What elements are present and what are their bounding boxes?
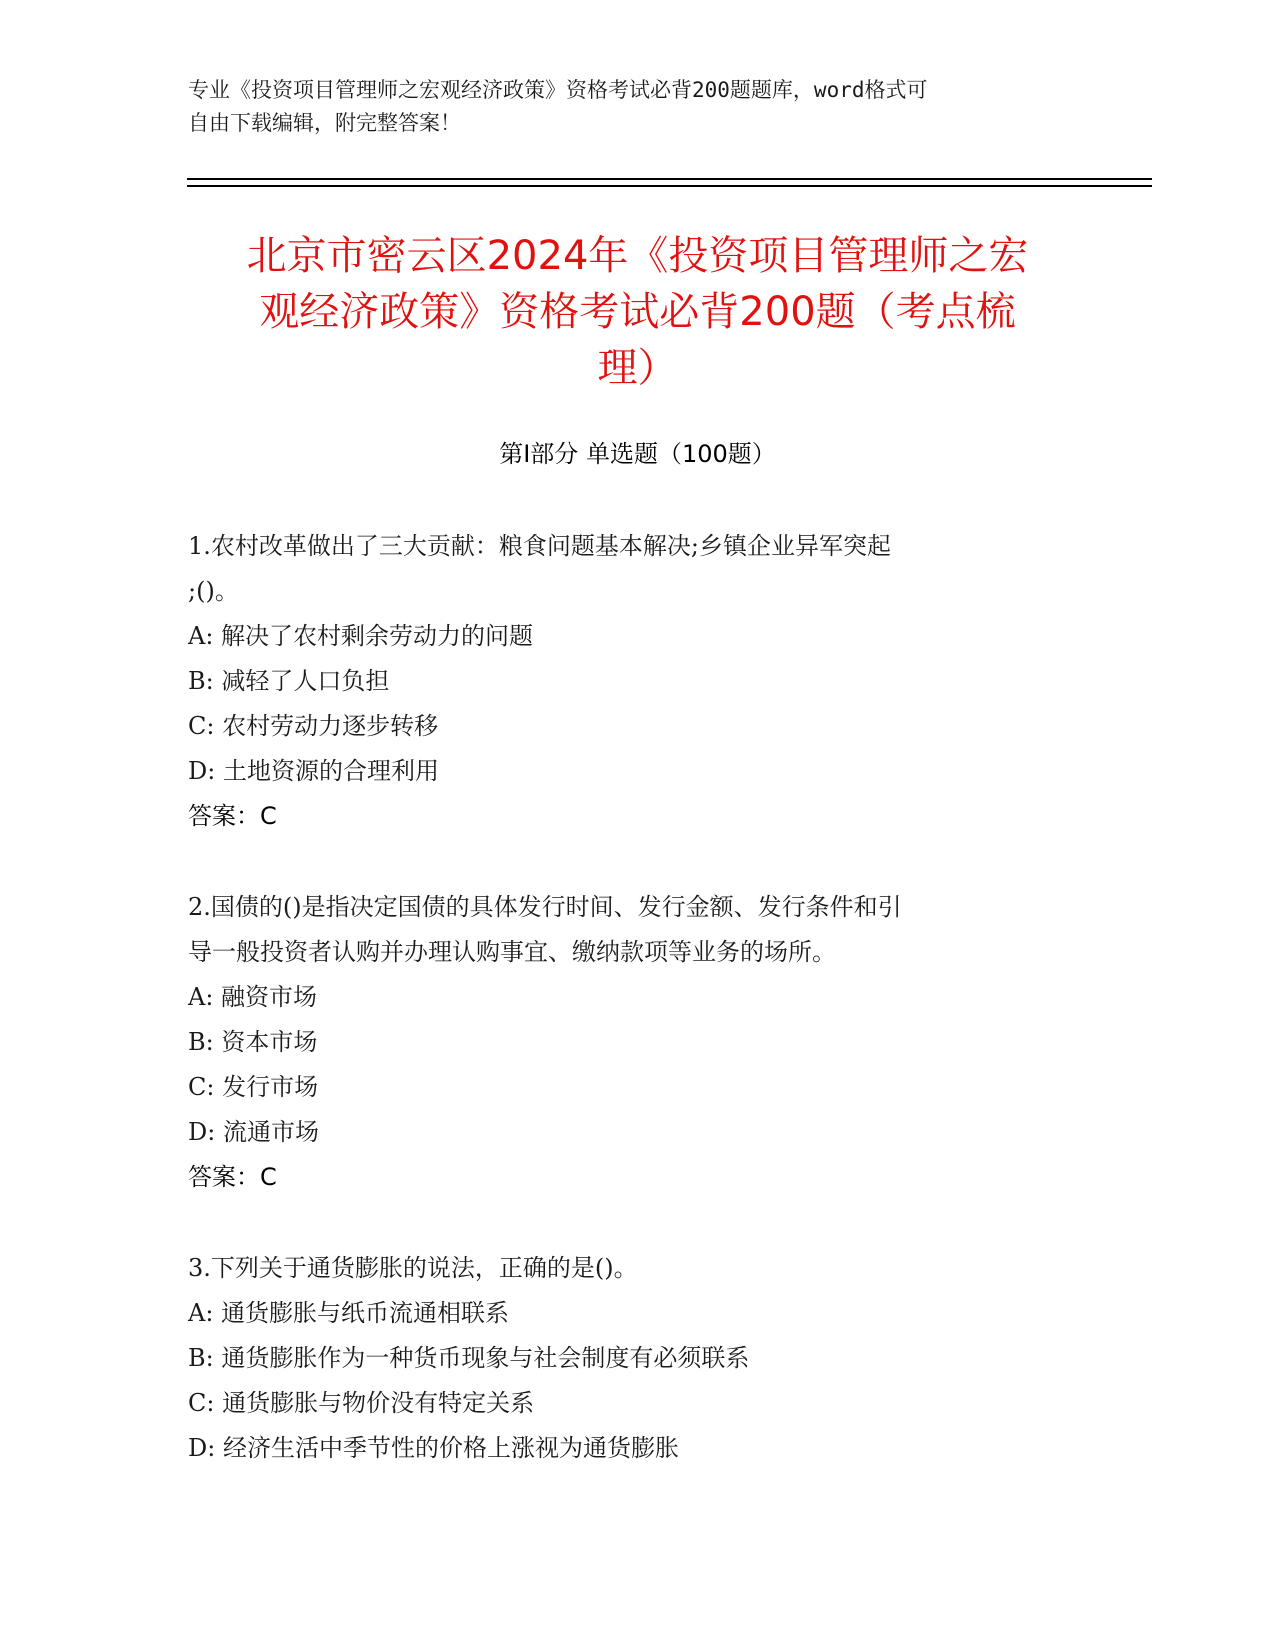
option-c: C: 通货膨胀与物价没有特定关系 [188,1389,535,1417]
question-stem: 2.国债的()是指决定国债的具体发行时间、发行金额、发行条件和引 [188,893,902,921]
option-c: C: 农村劳动力逐步转移 [188,712,439,740]
option-b: B: 资本市场 [188,1028,318,1056]
question-stem: ;()。 [188,577,239,605]
intro-line: 自由下载编辑，附完整答案！ [188,111,461,135]
option-d: D: 流通市场 [188,1118,319,1146]
intro-line: 专业《投资项目管理师之宏观经济政策》资格考试必背200题题库，word格式可 [188,78,928,102]
question-stem: 1.农村改革做出了三大贡献：粮食问题基本解决;乡镇企业异军突起 [188,532,891,560]
option-a: A: 通货膨胀与纸币流通相联系 [188,1299,510,1327]
option-d: D: 土地资源的合理利用 [188,757,439,785]
divider-rule [187,178,1152,180]
option-b: B: 减轻了人口负担 [188,667,390,695]
option-d: D: 经济生活中季节性的价格上涨视为通货膨胀 [188,1434,679,1462]
title-line: 观经济政策》资格考试必背200题（考点梳 [259,289,1016,335]
divider-rule [187,185,1152,187]
document-title [150,228,1125,396]
option-a: A: 融资市场 [188,983,318,1011]
option-c: C: 发行市场 [188,1073,319,1101]
title-line: 理） [597,345,678,391]
section-heading: 第I部分 单选题（100题） [499,440,776,468]
answer-label: 答案：C [188,1163,277,1191]
question-item [188,1246,1068,1471]
question-item [188,885,1068,1200]
option-a: A: 解决了农村剩余劳动力的问题 [188,622,534,650]
title-line: 北京市密云区2024年《投资项目管理师之宏 [246,233,1029,279]
question-item [188,524,1068,839]
document-intro [188,74,1068,140]
answer-label: 答案：C [188,802,277,830]
option-b: B: 通货膨胀作为一种货币现象与社会制度有必须联系 [188,1344,750,1372]
question-stem: 导一般投资者认购并办理认购事宜、缴纳款项等业务的场所。 [188,938,836,966]
question-stem: 3.下列关于通货膨胀的说法，正确的是()。 [188,1254,638,1282]
